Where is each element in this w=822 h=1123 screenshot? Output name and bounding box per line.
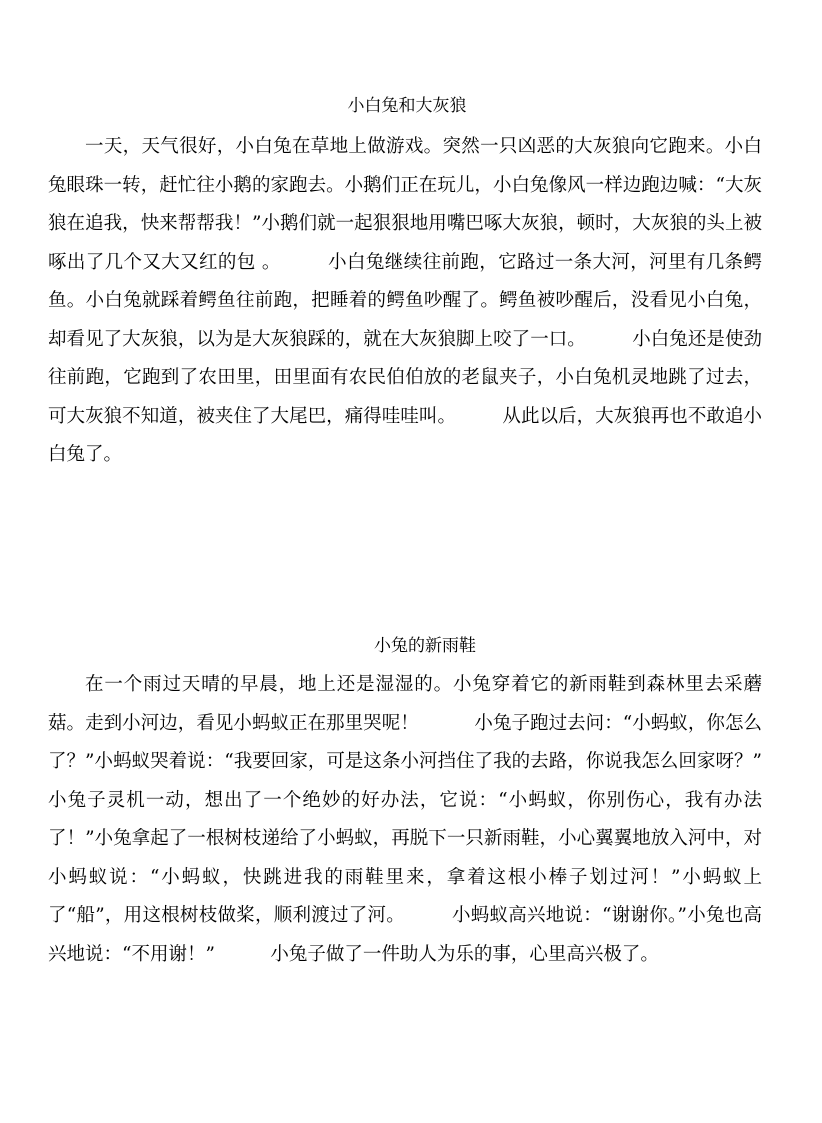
story-title-2: 小兔的新雨鞋 xyxy=(374,636,476,656)
story-body-2: 在一个雨过天晴的早晨，地上还是湿湿的。小兔穿着它的新雨鞋到森林里去采蘑菇。走到小河边，看见小蚂蚁正在那里哭呢！ 小兔子跑过去问：“小蚂蚁，你怎么了？”小蚂蚁哭着说：“我要回家，可是这条小河挡住了我的去路，你说我怎么回家呀？” 小兔子灵机一动，想出了一个绝妙的好办法，它说：“小蚂蚁，你别伤心，我有办法了！”小兔拿起了一根树枝递给了小蚂蚁，再脱下一只新雨鞋，小心翼翼地放入河中，对小蚂蚁说：“小蚂蚁，快跳进我的雨鞋里来，拿着这根小棒子划过河！”小蚂蚁上了“船”，用这根树枝做桨，顺利渡过了河。 小蚂蚁高兴地说：“谢谢你。”小兔也高兴地说：“不用谢！” 小兔子做了一件助人为乐的事，心里高兴极了。 xyxy=(48,674,818,965)
story-body-1: 一天，天气很好，小白兔在草地上做游戏。突然一只凶恶的大灰狼向它跑来。小白兔眼珠一转，赶忙往小鹅的家跑去。小鹅们正在玩儿，小白兔像风一样边跑边喊：“大灰狼在追我，快来帮帮我！”小鹅们就一起狠狠地用嘴巴啄大灰狼，顿时，大灰狼的头上被啄出了几个又大又红的包 。 小白兔继续往前跑，它路过一条大河，河里有几条鳄鱼。小白兔就踩着鳄鱼往前跑，把睡着的鳄鱼吵醒了。鳄鱼被吵醒后，没看见小白兔，却看见了大灰狼，以为是大灰狼踩的，就在大灰狼脚上咬了一口。 小白兔还是使劲往前跑，它跑到了农田里，田里面有农民伯伯放的老鼠夹子，小白兔机灵地跳了过去，可大灰狼不知道，被夹住了大尾巴，痛得哇哇叫。 从此以后，大灰狼再也不敢追小白兔了。 xyxy=(48,136,762,465)
story-title-1: 小白兔和大灰狼 xyxy=(347,96,467,116)
